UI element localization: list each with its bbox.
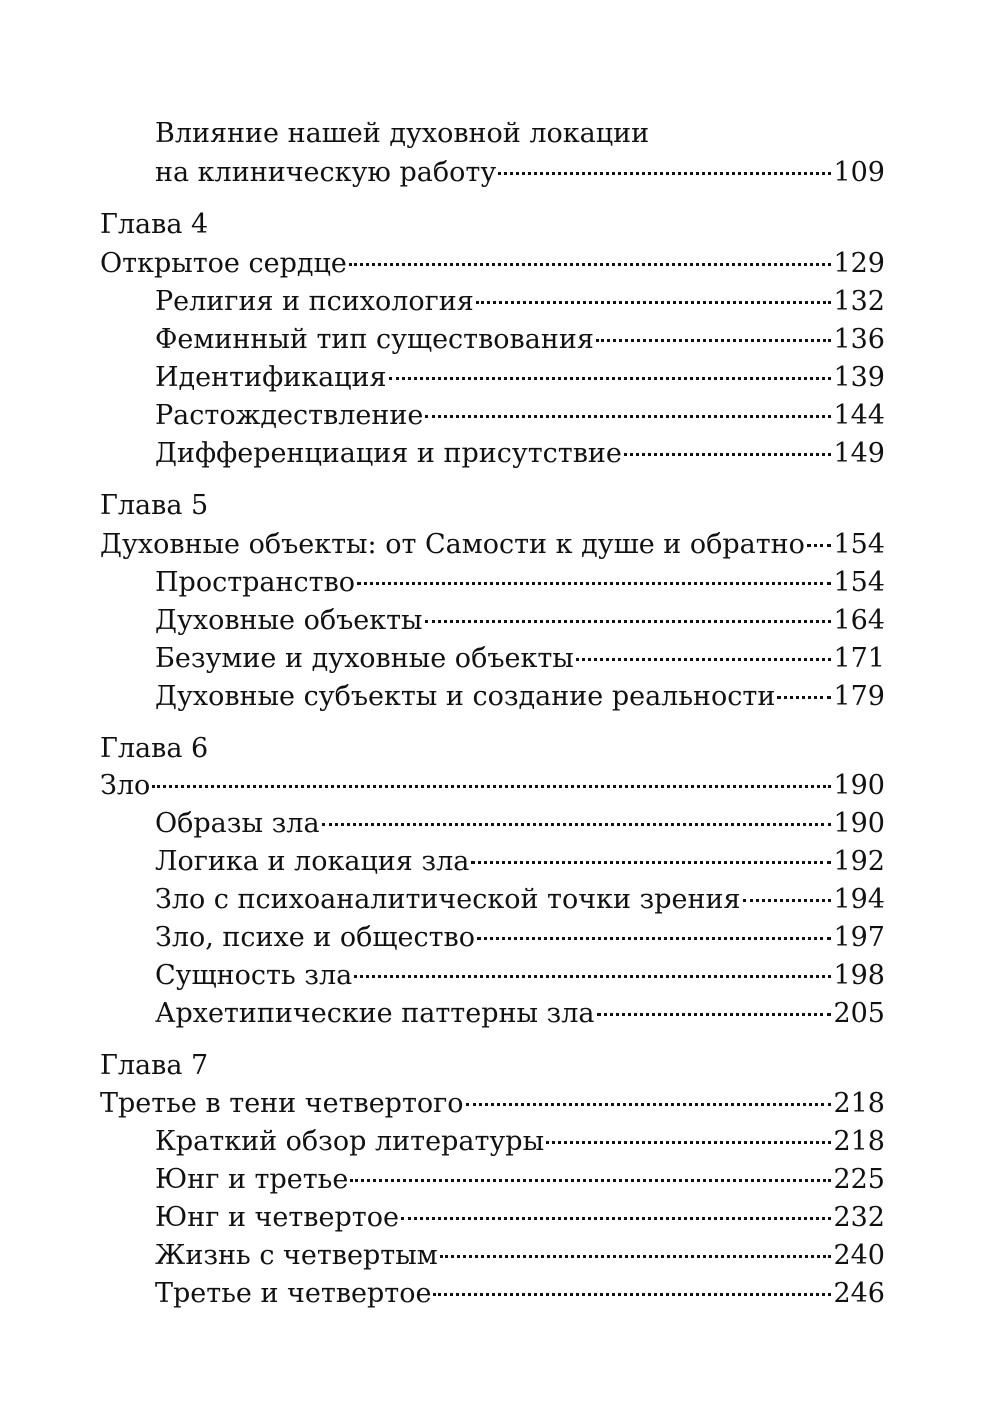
entry-title: Дифференциация и присутствие xyxy=(155,438,622,469)
toc-entry-section[interactable] xyxy=(155,359,885,397)
entry-title: Образы зла xyxy=(155,808,320,839)
chapter-label xyxy=(100,730,885,768)
entry-title: Жизнь с четвертым xyxy=(155,1240,438,1271)
dot-leader xyxy=(498,172,831,175)
page-number: 240 xyxy=(833,1240,885,1271)
entry-title: Юнг и четвертое xyxy=(155,1202,399,1233)
toc-entry-section[interactable] xyxy=(155,919,885,957)
page-number: 232 xyxy=(833,1202,885,1233)
toc-entry-section[interactable] xyxy=(155,1237,885,1275)
dot-leader xyxy=(349,263,832,266)
dot-leader xyxy=(624,453,832,456)
entry-title: Растождествление xyxy=(155,400,424,431)
page-number: 154 xyxy=(833,567,885,598)
dot-leader xyxy=(466,1103,832,1106)
dot-leader xyxy=(597,1013,832,1016)
page-number: 190 xyxy=(833,770,885,801)
toc-entry-section[interactable] xyxy=(155,1161,885,1199)
dot-leader xyxy=(357,582,831,585)
dot-leader xyxy=(471,861,831,864)
toc-entry-continuation[interactable] xyxy=(155,154,885,192)
page-number: 139 xyxy=(833,362,885,393)
dot-leader xyxy=(476,301,832,304)
dot-leader xyxy=(425,620,832,623)
entry-title: Безумие и духовные объекты xyxy=(155,643,574,674)
dot-leader xyxy=(401,1217,832,1220)
dot-leader xyxy=(546,1141,831,1144)
toc-entry-chapter[interactable] xyxy=(100,767,885,805)
toc-entry-section[interactable] xyxy=(155,602,885,640)
page-number: 192 xyxy=(833,846,885,877)
entry-title: Третье в тени четвертого xyxy=(100,1088,464,1119)
dot-leader xyxy=(743,899,832,902)
entry-title: Юнг и третье xyxy=(155,1164,349,1195)
entry-title: Сущность зла xyxy=(155,960,353,991)
entry-title: Логика и локация зла xyxy=(155,846,470,877)
page-number: 149 xyxy=(833,438,885,469)
dot-leader xyxy=(807,544,832,547)
chapter-label xyxy=(100,206,885,244)
toc-entry-section[interactable] xyxy=(155,881,885,919)
dot-leader xyxy=(433,1293,831,1296)
toc-entry-section[interactable] xyxy=(155,1123,885,1161)
dot-leader xyxy=(322,823,832,826)
toc-entry-section[interactable] xyxy=(155,564,885,602)
dot-leader xyxy=(576,658,832,661)
dot-leader xyxy=(477,937,831,940)
dot-leader xyxy=(596,339,832,342)
page-number: 246 xyxy=(833,1278,885,1309)
entry-title: Идентификация xyxy=(155,362,387,393)
entry-title: Открытое сердце xyxy=(100,248,347,279)
page-number: 144 xyxy=(833,400,885,431)
page-number: 132 xyxy=(833,286,885,317)
toc-entry-section[interactable] xyxy=(155,678,885,716)
page-number: 205 xyxy=(833,998,885,1029)
entry-title: Краткий обзор литературы xyxy=(155,1126,545,1157)
entry-title: на клиническую работу xyxy=(155,157,497,188)
entry-title: Зло xyxy=(100,770,151,801)
dot-leader xyxy=(354,975,831,978)
dot-leader xyxy=(425,415,831,418)
entry-title: Влияние нашей духовной локации xyxy=(155,118,650,149)
toc-entry-section[interactable] xyxy=(155,805,885,843)
page-number: 129 xyxy=(833,248,885,279)
page-number: 194 xyxy=(833,884,885,915)
toc-entry-section[interactable] xyxy=(155,843,885,881)
entry-title: Архетипические паттерны зла xyxy=(155,998,595,1029)
chapter-label-text: Глава 6 xyxy=(100,733,209,764)
page-number: 218 xyxy=(833,1126,885,1157)
toc-entry-section[interactable] xyxy=(155,1275,885,1313)
entry-title: Духовные субъекты и создание реальности xyxy=(155,681,776,712)
toc-entry-section[interactable] xyxy=(155,283,885,321)
toc-entry-section[interactable] xyxy=(155,321,885,359)
page-number: 154 xyxy=(833,529,885,560)
toc-entry-chapter[interactable] xyxy=(100,1085,885,1123)
page-number: 190 xyxy=(833,808,885,839)
page-number: 136 xyxy=(833,324,885,355)
page-number: 179 xyxy=(833,681,885,712)
entry-title: Духовные объекты: от Самости к душе и обратно xyxy=(100,529,805,560)
page-number: 171 xyxy=(833,643,885,674)
page-number: 197 xyxy=(833,922,885,953)
dot-leader xyxy=(777,696,831,699)
chapter-label-text: Глава 4 xyxy=(100,209,209,240)
toc-entry-section[interactable] xyxy=(155,1199,885,1237)
page-number: 218 xyxy=(833,1088,885,1119)
entry-title: Феминный тип существования xyxy=(155,324,594,355)
toc-entry-chapter[interactable] xyxy=(100,526,885,564)
entry-title: Зло, психе и общество xyxy=(155,922,475,953)
page-number: 225 xyxy=(833,1164,885,1195)
toc-entry-section[interactable] xyxy=(155,957,885,995)
toc-entry-section[interactable] xyxy=(155,397,885,435)
entry-title: Религия и психология xyxy=(155,286,474,317)
entry-title: Зло с психоаналитической точки зрения xyxy=(155,884,741,915)
page-number: 198 xyxy=(833,960,885,991)
dot-leader xyxy=(440,1255,832,1258)
dot-leader xyxy=(152,785,831,788)
chapter-label xyxy=(100,1047,885,1085)
toc-entry-continuation-first-line xyxy=(155,115,885,153)
entry-title: Третье и четвертое xyxy=(155,1278,432,1309)
toc-entry-section[interactable] xyxy=(155,435,885,473)
toc-entry-chapter[interactable] xyxy=(100,245,885,283)
toc-entry-section[interactable] xyxy=(155,640,885,678)
chapter-label-text: Глава 7 xyxy=(100,1050,209,1081)
chapter-label xyxy=(100,487,885,525)
chapter-label-text: Глава 5 xyxy=(100,490,209,521)
dot-leader xyxy=(389,377,832,380)
entry-title: Духовные объекты xyxy=(155,605,423,636)
dot-leader xyxy=(350,1179,831,1182)
page-number: 164 xyxy=(833,605,885,636)
page-number: 109 xyxy=(833,157,885,188)
toc-entry-section[interactable] xyxy=(155,995,885,1033)
entry-title: Пространство xyxy=(155,567,356,598)
